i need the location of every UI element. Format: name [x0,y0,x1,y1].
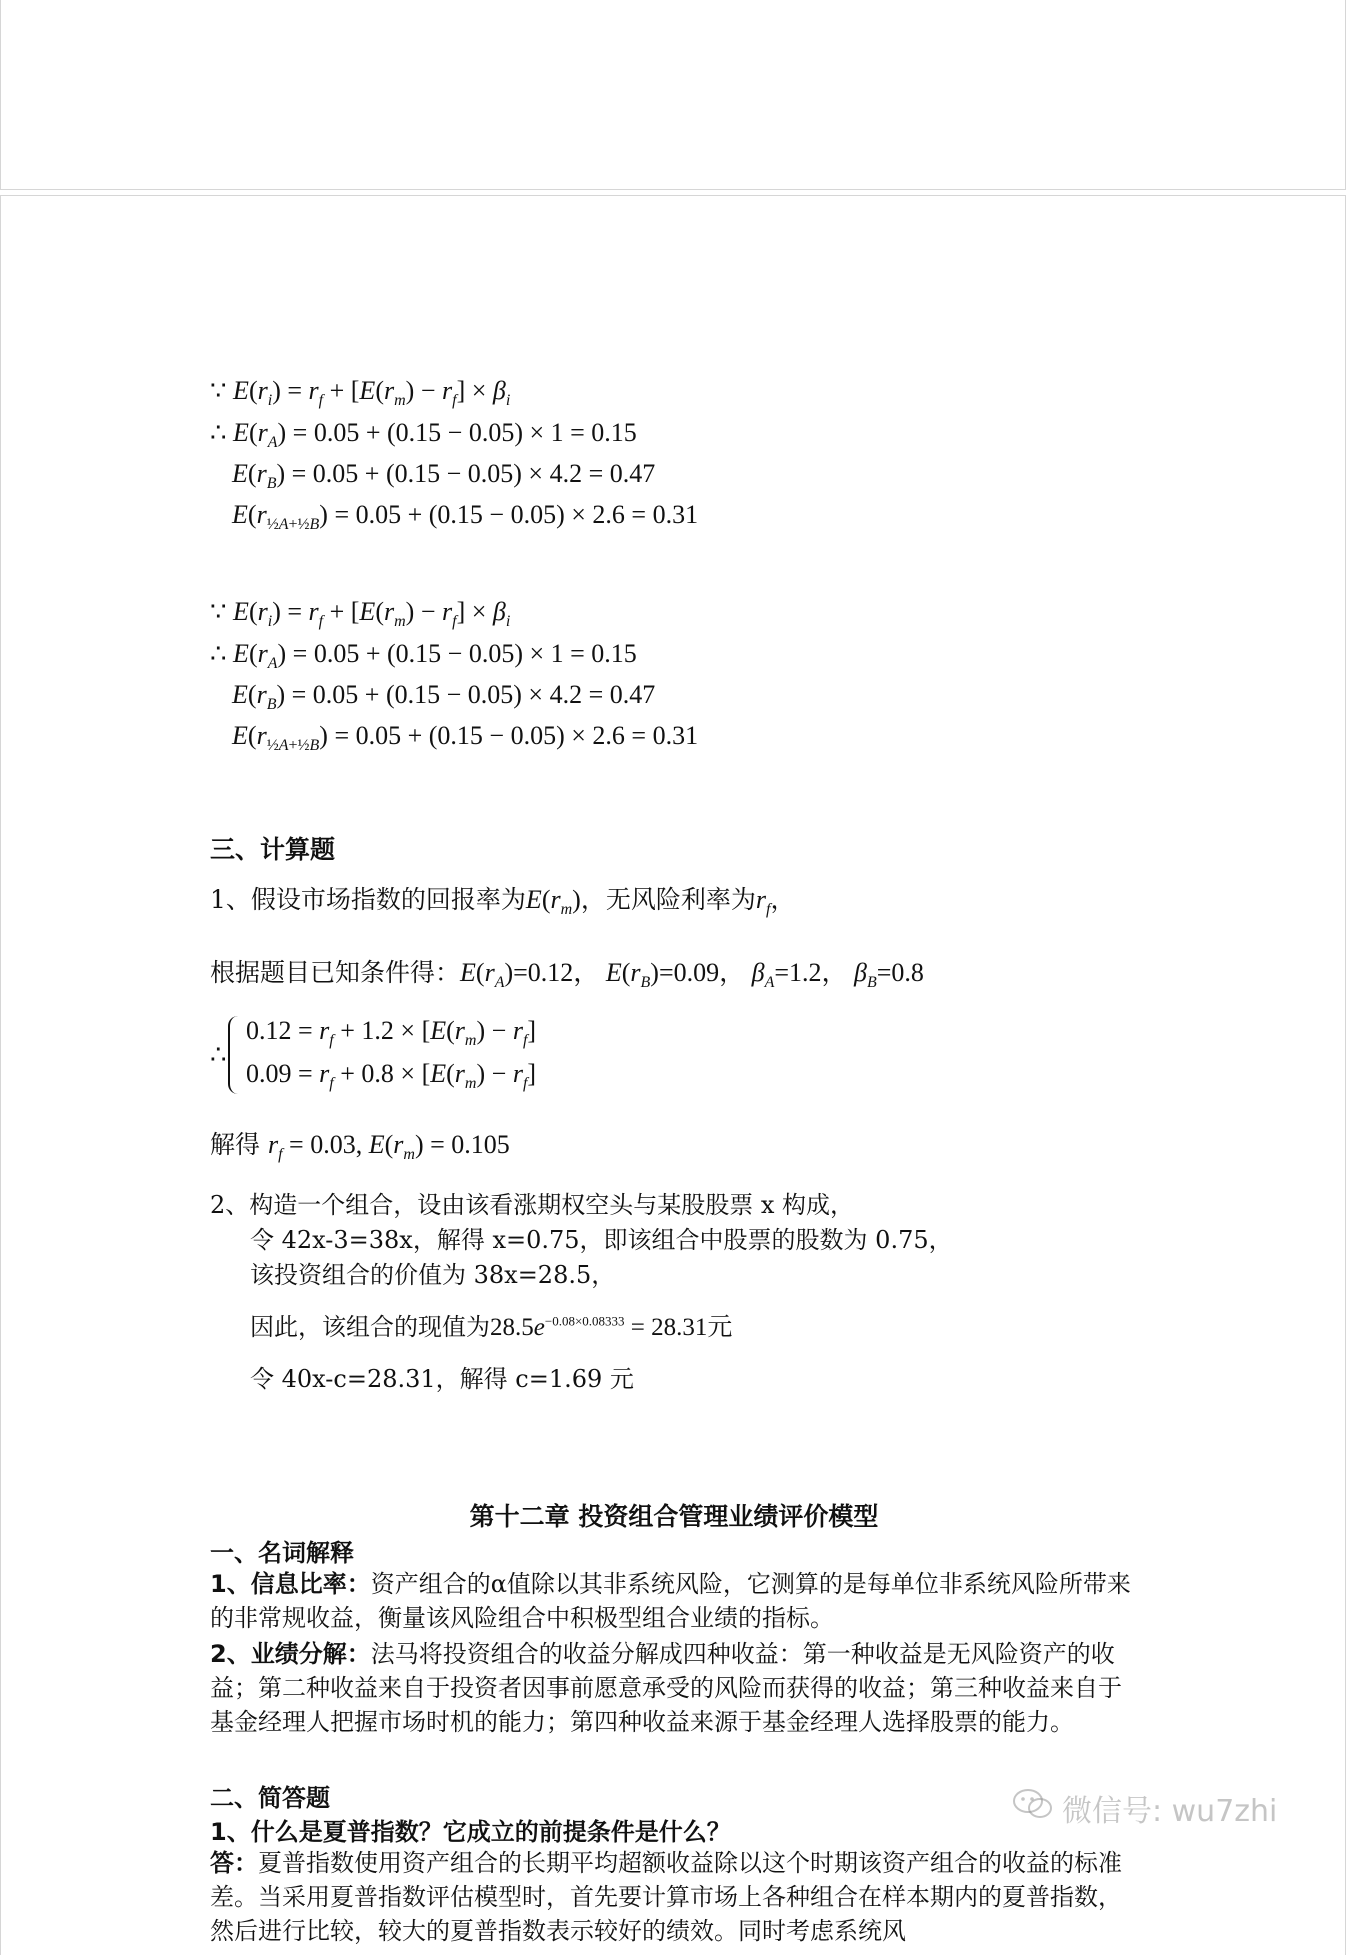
q2-line4-text: 因此，该组合的现值为 [250,1313,490,1341]
q2-line2: 令 42x-3=38x，解得 x=0.75，即该组合中股票的股数为 0.75， [250,1226,953,1254]
q1-known [210,952,924,992]
q2-line5: 令 40x-c=28.31，解得 c=1.69 元 [250,1365,634,1393]
q1-intro-formula-market: $E(r_m)$ [525,885,581,919]
answer-label: 答： [210,1849,258,1877]
previous-page [0,0,1346,190]
eq1-line2: ∴ $E(r_A) = 0.05 + (0.15 - 0.05) \times 1 = 0.15$ [210,418,637,452]
q1-intro-text-b: ，无风险利率为 [580,885,756,914]
eq1-line1: ∵ $E(r_i) = r_f + [E(r_m) - r_f] \times \beta_i$ [210,376,511,410]
section-heading-calc: 三、计算题 [210,835,336,864]
section-heading-terms: 一、名词解释 [210,1539,354,1567]
q1-known-values: $E(r_A)=0.12$， $E(r_B)=0.09$， $\beta_A=1.2$， $\beta_B=0.8$ [460,958,924,992]
eq1-line3: $E(r_B) = 0.05 + (0.15 - 0.05) \times 4.2 = 0.47$ [232,459,656,493]
system-eq1: $0.12 = r_f + 1.2 \times [E(r_m) - r_f]$ [246,1016,537,1050]
q2-line4-formula: $28.5e^{-0.08\times 0.08333} = 28.31$元 [490,1313,733,1341]
q1-known-label: 根据题目已知条件得： [210,958,461,987]
therefore-symbol: ∴ [210,1040,227,1069]
eq2-line4: $E(r_{\frac{1}{2}A+\frac{1}{2}B}) = 0.05 + (0.15 - 0.05) \times 2.6 = 0.31$ [232,721,699,755]
eq2-line2: ∴ $E(r_A) = 0.05 + (0.15 - 0.05) \times 1 = 0.15$ [210,639,637,673]
short-answer-q1: 1、什么是夏普指数？它成立的前提条件是什么？ [210,1818,731,1846]
q1-intro: 1、假设市场指数的回报率为$E(r_m)$，无风险利率为$r_f$， [210,885,796,919]
term1-text: 资产组合的α值除以其非系统风险，它测算的是每单位非系统风险所带来的非常规收益，衡量该风险组合中积极型组合业绩的指标。 [210,1570,1131,1632]
solve-label: 解得 [210,1130,261,1159]
eq2-line1: ∵ $E(r_i) = r_f + [E(r_m) - r_f] \times \beta_i$ [210,597,511,631]
eq2-line3: $E(r_B) = 0.05 + (0.15 - 0.05) \times 4.2 = 0.47$ [232,680,656,714]
solve-result: $r_f = 0.03$, $E(r_m) = 0.105$ [267,1130,510,1164]
term-performance-decomposition [210,1637,1140,1739]
term2-label: 2、业绩分解： [210,1640,371,1668]
term1-label: 1、信息比率： [210,1570,371,1598]
system-brace [228,1016,240,1094]
q1-intro-text-a: 1、假设市场指数的回报率为 [210,885,526,914]
section-heading-short-answer: 二、简答题 [210,1784,330,1812]
short-answer-a1 [210,1846,1140,1948]
system-eq2: $0.09 = r_f + 0.8 \times [E(r_m) - r_f]$ [246,1059,537,1093]
wechat-icon [1012,1787,1056,1821]
term2-text: 法马将投资组合的收益分解成四种收益：第一种收益是无风险资产的收益；第二种收益来自于投资者因事前愿意承受的风险而获得的收益；第三种收益来自于基金经理人把握市场时机的能力；第四种收益来源于基金经理人选择股票的能力。 [210,1640,1122,1736]
watermark-text: 微信号: wu7zhi [1062,1794,1278,1829]
term-info-ratio [210,1567,1140,1635]
q2-line4 [250,1307,732,1343]
q2-line3: 该投资组合的价值为 38x=28.5， [250,1261,616,1289]
q2-line1: 2、构造一个组合，设由该看涨期权空头与某股股票 x 构成， [210,1191,855,1219]
solve-line [210,1125,510,1164]
chapter-title: 第十二章 投资组合管理业绩评价模型 [469,1502,879,1531]
answer-text: 夏普指数使用资产组合的长期平均超额收益除以这个时期该资产组合的收益的标准差。当采用夏普指数评估模型时，首先要计算市场上各种组合在样本期内的夏普指数，然后进行比较，较大的夏普指数表示较好的绩效。同时考虑系统风 [210,1849,1122,1945]
q1-intro-formula-rf: $r_f$ [755,885,771,919]
eq1-line4: $E(r_{\frac{1}{2}A+\frac{1}{2}B}) = 0.05 + (0.15 - 0.05) \times 2.6 = 0.31$ [232,500,699,534]
